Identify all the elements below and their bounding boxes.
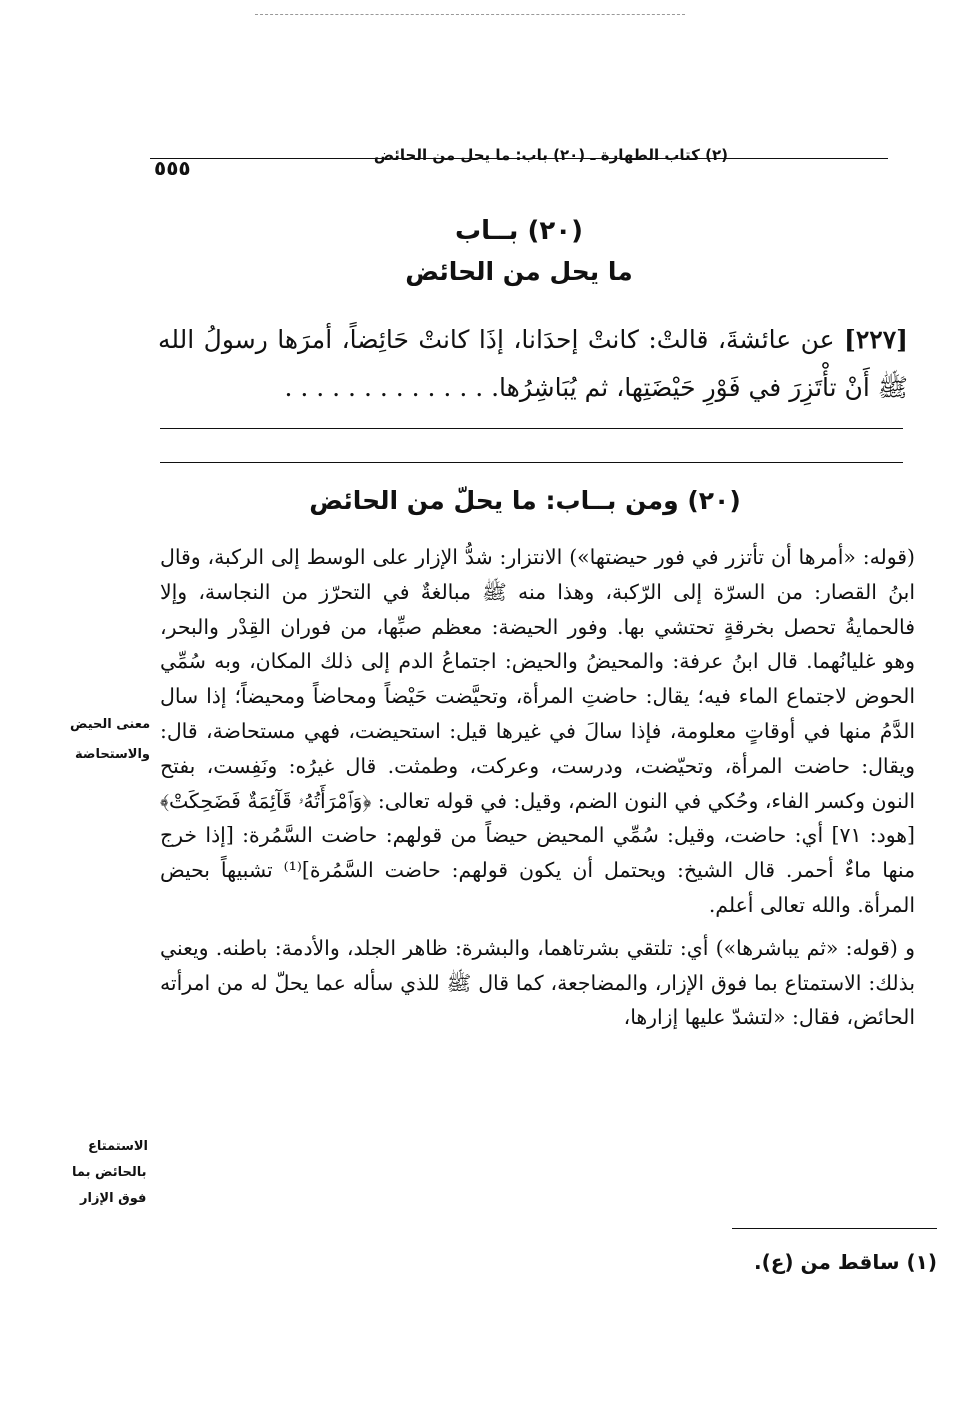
chapter-number: (٢٠) بــاب — [454, 216, 583, 246]
footnote: (١) ساقط من (ع). — [754, 1250, 937, 1274]
commentary-heading: (٢٠) ومن بــاب: ما يحلّ من الحائض — [309, 486, 741, 515]
commentary-paragraph: (قوله: «أمرها أن تأتزر في فور حيضتها») الانتزار: شدُّ الإزار على الوسط إلى الركبة، وقال ابنُ القصار: من السرّة إلى الرّكبة، وهذا منه ﷺ مبالغةٌ في التحرّز من النجاسة، وإلا فالحمايةُ تحصل بخرقةٍ تحتشي بها. وفور الحيضة: معظم صبِّها، من فوران القِدْر والبحر، وهو غليانُهما. قال ابنُ عرفة: والمحيضُ والحيض: اجتماعُ الدم إلى ذلك المكان، وبه سُمِّي الحوض لاجتماع الماء فيه؛ يقال: حاضتِ المرأة، وتحيَّضت حَيْضاً ومحاضاً ومحيضاً؛ إذا سال الدَّمُ منها في أوقاتٍ معلومة، فإذا سالَ في غيرها قيل: استحيضت، فهي مستحاضة، قال: ويقال: حاضت المرأة، وتحيّضت، ودرست، وعركت، وطمثت. قال غيرُه: ونَفِست، بفتح النون وكسر الفاء، وحُكي في النون الضم، وقيل: في قوله تعالى: ﴿وَٱمْرَأَتُهُۥ قَآئِمَةٌ فَضَحِكَتْ﴾ [هود: ٧١] أي: حاضت، وقيل: سُمِّي المحيض حيضاً من قولهم: حاضت السَّمُرة: [إذا خرج منها ماءٌ أحمر. قال الشيخ: ويحتمل أن يكون قولهم: حاضت السَّمُرة]⁽¹⁾ تشبيهاً بحيض المرأة. والله تعالى أعلم. — [160, 545, 915, 917]
divider-rule — [160, 462, 903, 463]
commentary-body — [160, 540, 915, 1035]
page-number: ٥٥٥ — [154, 156, 191, 180]
hadith-number: [٢٢٧] — [844, 325, 908, 354]
margin-note: الاستمتاع — [88, 1139, 149, 1154]
hadith-text-block — [158, 316, 908, 412]
running-title: (٢) كتاب الطهارة ـ (٢٠) باب: ما يحل من الحائض — [373, 146, 728, 164]
commentary-paragraph: و (قوله: «ثم يباشرها») أي: تلتقي بشرتاهما، والبشرة: ظاهر الجلد، والأدمة: باطنه. ويعني بذلك: الاستمتاع بما فوق الإزار، والمضاجعة، كما قال ﷺ للذي سأله عما يحلّ له من امرأته الحائض، فقال: «لتشدّ عليها إزارها، — [160, 935, 915, 1030]
chapter-heading — [150, 212, 888, 294]
header-rule — [150, 158, 888, 159]
scan-artifact-line — [255, 14, 685, 15]
margin-note: والاستحاضة — [75, 747, 151, 762]
running-header — [150, 146, 888, 180]
divider-rule — [160, 428, 903, 429]
margin-note: فوق الإزار — [80, 1191, 147, 1206]
margin-note: بالحائض بما — [72, 1165, 147, 1180]
margin-note: معنى الحيض — [70, 717, 151, 732]
footnote-rule — [732, 1228, 937, 1229]
hadith-text: عن عائشةَ، قالتْ: كانتْ إحدَانا، إذَا كانتْ حَائِضاً، أمرَها رسولُ الله ﷺ أَنْ تأْتَزِرَ في فَوْرِ حَيْضَتِها، ثم يُبَاشِرُها. . . . . . . . . . . . . . — [158, 325, 908, 402]
chapter-title: ما يحل من الحائض — [405, 257, 633, 286]
